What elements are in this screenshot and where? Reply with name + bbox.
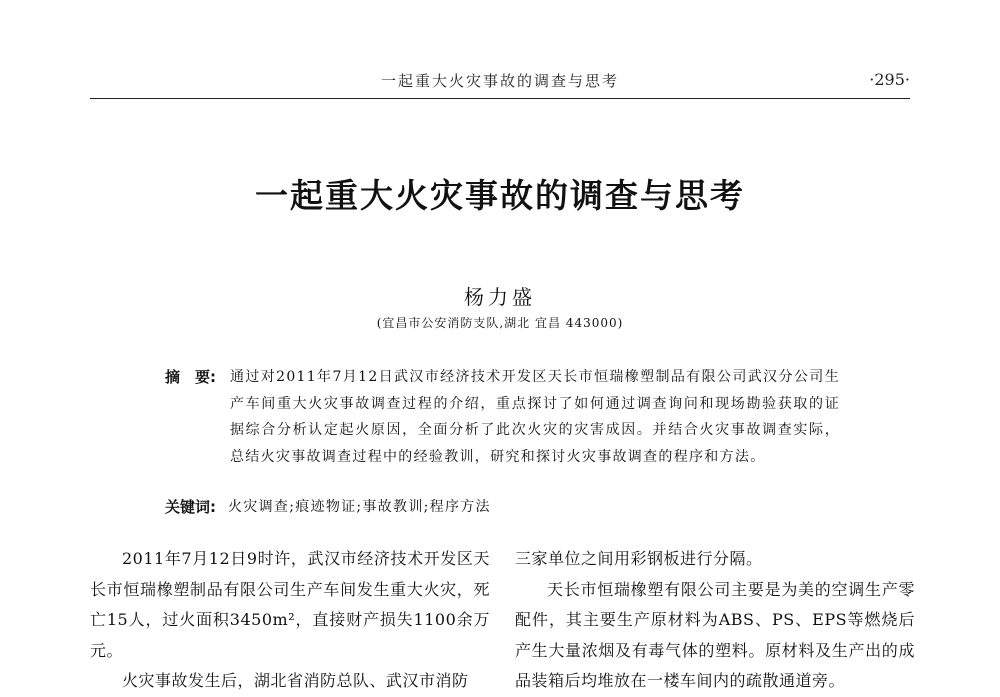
body-paragraph-continued: 三家单位之间用彩钢板进行分隔。 (515, 549, 763, 568)
author-affiliation: (宜昌市公安消防支队,湖北 宜昌 443000) (376, 316, 624, 330)
keywords-label: 关键词: (165, 498, 216, 516)
body-paragraph: 天长市恒瑞橡塑有限公司主要是为美的空调生产零配件，其主要生产原材料为ABS、PS、EPS等燃烧后产生大量浓烟及有毒气体的塑料。原材料及生产出的成品装箱后均堆放在一楼车间内的疏散通道旁。 (515, 579, 915, 690)
page-number: ·295· (869, 70, 910, 89)
keywords-text: 火灾调查;痕迹物证;事故教训;程序方法 (228, 499, 491, 515)
body-right-column (515, 544, 915, 697)
article-title: 一起重大火灾事故的调查与思考 (255, 176, 745, 215)
abstract-label: 摘 要: (165, 368, 216, 386)
body-paragraph: 2011年7月12日9时许，武汉市经济技术开发区天长市恒瑞橡塑制品有限公司生产车间发生重大火灾，死亡15人，过火面积3450m²，直接财产损失1100余万元。 (90, 549, 490, 660)
header-rule (90, 98, 910, 99)
running-header-title: 一起重大火灾事故的调查与思考 (380, 72, 619, 90)
body-left-column (90, 544, 490, 697)
author-name: 杨力盛 (464, 285, 536, 309)
body-paragraph: 火灾事故发生后，湖北省消防总队、武汉市消防 (122, 671, 469, 690)
abstract-text: 通过对2011年7月12日武汉市经济技术开发区天长市恒瑞橡塑制品有限公司武汉分公司生产车间重大火灾事故调查过程的介绍，重点探讨了如何通过调查询问和现场勘验获取的证据综合分析认定起火原因，全面分析了此次火灾的灾害成因。并结合火灾事故调查实际，总结火灾事故调查过程中的经验教训，研究和探讨火灾事故调查的程序和方法。 (230, 369, 840, 465)
